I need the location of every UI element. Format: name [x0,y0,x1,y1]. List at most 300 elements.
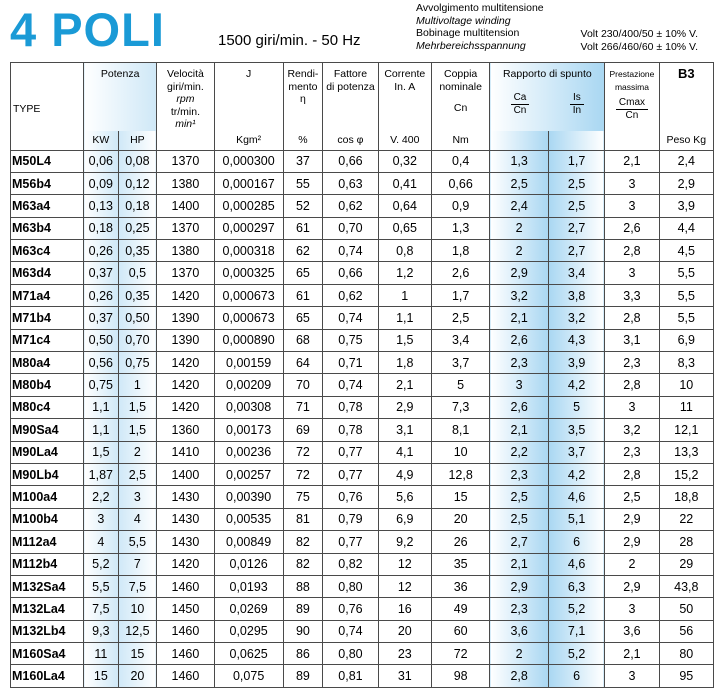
table-cell: 4,4 [659,217,713,239]
table-cell: 3 [84,508,118,530]
table-cell: 0,09 [84,172,118,194]
table-cell: 0,00308 [214,396,283,418]
table-cell: 2,1 [378,374,431,396]
table-cell: 2,9 [605,508,659,530]
eta-label: η [300,93,306,105]
table-cell: 2,3 [490,352,548,374]
table-cell: 0,00257 [214,463,283,485]
table-cell: 65 [283,262,323,284]
b3-label: B3 [677,66,695,81]
table-cell: 4,1 [378,441,431,463]
table-cell: 2,2 [490,441,548,463]
table-cell: 1460 [157,643,214,665]
table-cell: 90 [283,620,323,642]
table-cell: 0,12 [118,172,157,194]
table-cell: 5 [548,396,604,418]
table-cell: 3,1 [605,329,659,351]
prest-label: Prestazione [609,69,655,79]
table-cell: 2 [490,217,548,239]
table-cell: 31 [378,665,431,687]
table-cell: 0,0295 [214,620,283,642]
in-label: In [572,104,582,116]
table-cell: 5,5 [659,284,713,306]
table-cell: 2,4 [490,195,548,217]
table-cell: 4,5 [659,240,713,262]
table-row [11,195,714,217]
motor-type-cell: M63c4 [11,240,84,262]
table-cell: 20 [118,665,157,687]
table-cell: 7,3 [431,396,489,418]
table-cell: 1 [378,284,431,306]
table-cell: 8,1 [431,419,489,441]
table-cell: 3 [605,598,659,620]
table-cell: 2,6 [490,329,548,351]
table-cell: 1420 [157,374,214,396]
table-cell: 1,2 [378,262,431,284]
table-cell: 15,2 [659,463,713,485]
fattore-label-2: di potenza [326,80,375,93]
table-cell: 12 [378,575,431,597]
table-cell: 2,5 [548,172,604,194]
table-cell: 1,8 [378,352,431,374]
table-cell: 0,37 [84,262,118,284]
table-cell: 1460 [157,665,214,687]
corrente-label-2: In. A [394,80,416,93]
table-cell: 0,06 [84,150,118,172]
table-cell: 64 [283,352,323,374]
table-cell: 15 [84,665,118,687]
table-cell: 0,26 [84,284,118,306]
table-cell: 3,9 [548,352,604,374]
winding-de: Mehrbereichsspannung [416,39,526,52]
table-cell: 0,75 [323,329,378,351]
table-cell: 2,3 [490,463,548,485]
table-cell: 0,77 [323,531,378,553]
table-cell: 1420 [157,553,214,575]
table-cell: 6,9 [659,329,713,351]
table-cell: 0,35 [118,284,157,306]
table-cell: 95 [659,665,713,687]
table-cell: 1,7 [431,284,489,306]
prest-label-2: massima [614,81,649,92]
table-cell: 1,8 [431,240,489,262]
table-cell: 1,1 [378,307,431,329]
table-cell: 0,74 [323,620,378,642]
table-cell: 4,3 [548,329,604,351]
table-cell: 0,00159 [214,352,283,374]
table-cell: 0,25 [118,217,157,239]
table-cell: 82 [283,531,323,553]
table-row [11,150,714,172]
table-cell: 23 [378,643,431,665]
table-cell: 4,9 [378,463,431,485]
table-cell: 5,1 [548,508,604,530]
table-cell: 7,5 [118,575,157,597]
table-cell: 2,9 [490,575,548,597]
table-cell: 1,3 [490,150,548,172]
table-row [11,508,714,530]
table-cell: 2,8 [605,307,659,329]
table-cell: 16 [378,598,431,620]
table-cell: 1420 [157,396,214,418]
winding-fr: Bobinage multitension [416,27,520,39]
table-cell: 20 [431,508,489,530]
table-cell: 2,5 [548,195,604,217]
table-cell: 3,9 [659,195,713,217]
col-kgm2: Kgm² [214,131,283,151]
motor-type-cell: M63d4 [11,262,84,284]
table-row [11,598,714,620]
table-cell: 1450 [157,598,214,620]
table-cell: 3,6 [605,620,659,642]
table-cell: 2,5 [490,172,548,194]
table-cell: 1380 [157,240,214,262]
table-cell: 0,00849 [214,531,283,553]
ca-cn-fraction [511,92,530,117]
col-hp: HP [118,131,157,151]
table-cell: 6 [548,665,604,687]
cmax-cn-fraction [616,97,648,122]
rapporto-fractions [490,92,604,117]
table-cell: 0,00209 [214,374,283,396]
table-cell: 37 [283,150,323,172]
table-cell: 0,000673 [214,284,283,306]
motor-type-cell: M90Lb4 [11,463,84,485]
table-cell: 0,74 [323,374,378,396]
col-velocita [157,63,214,131]
table-row [11,620,714,642]
table-cell: 3 [605,172,659,194]
table-cell: 2,5 [118,463,157,485]
table-cell: 3,4 [548,262,604,284]
motor-type-cell: M56b4 [11,172,84,194]
table-row [11,486,714,508]
table-cell: 2,1 [605,150,659,172]
table-cell: 1360 [157,419,214,441]
motor-type-cell: M100b4 [11,508,84,530]
table-cell: 0,35 [118,240,157,262]
table-cell: 82 [283,553,323,575]
table-cell: 2,1 [490,553,548,575]
table-row [11,284,714,306]
col-kw: KW [84,131,118,151]
col-type: TYPE [11,63,84,151]
table-cell: 0,000318 [214,240,283,262]
table-cell: 0,13 [84,195,118,217]
table-cell: 3,5 [548,419,604,441]
table-cell: 0,56 [84,352,118,374]
table-cell: 86 [283,643,323,665]
min1-label: min¹ [175,118,196,130]
table-cell: 0,62 [323,284,378,306]
table-cell: 0,76 [323,486,378,508]
col-potenza: Potenza [84,63,157,131]
table-cell: 3,6 [490,620,548,642]
table-cell: 0,64 [378,195,431,217]
table-cell: 0,5 [118,262,157,284]
coppia-label-2: nominale [439,80,482,93]
table-cell: 89 [283,665,323,687]
table-cell: 2,1 [490,419,548,441]
table-cell: 15 [118,643,157,665]
table-cell: 2 [605,553,659,575]
table-cell: 0,000167 [214,172,283,194]
table-cell: 2,4 [659,150,713,172]
table-cell: 0,4 [431,150,489,172]
cn-label: Cn [453,102,468,114]
table-cell: 49 [431,598,489,620]
table-cell: 5,5 [659,307,713,329]
cmax-label: Cmax [616,97,648,110]
table-cell: 0,08 [118,150,157,172]
table-row [11,172,714,194]
table-cell: 7,5 [84,598,118,620]
table-cell: 3,8 [548,284,604,306]
table-cell: 11 [84,643,118,665]
table-cell: 3,4 [431,329,489,351]
table-cell: 3,2 [490,284,548,306]
table-cell: 4 [118,508,157,530]
table-cell: 0,18 [118,195,157,217]
table-cell: 13,3 [659,441,713,463]
col-fattore [323,63,378,131]
table-cell: 0,82 [323,553,378,575]
table-cell: 12,8 [431,463,489,485]
motor-type-cell: M132La4 [11,598,84,620]
ca-label: Ca [511,92,530,105]
table-cell: 52 [283,195,323,217]
table-row [11,262,714,284]
table-cell: 2,5 [490,508,548,530]
table-cell: 0,8 [378,240,431,262]
motor-type-cell: M112b4 [11,553,84,575]
table-cell: 2,3 [605,441,659,463]
trmin-label: tr/min. [170,105,201,118]
table-cell: 0,0269 [214,598,283,620]
voltage-50hz: Volt 230/400/50 ± 10% V. [580,28,698,40]
winding-en: Multivoltage winding [416,14,511,27]
table-cell: 2,2 [84,486,118,508]
col-cosphi: cos φ [323,131,378,151]
table-cell: 1430 [157,531,214,553]
table-cell: 2,9 [490,262,548,284]
table-cell: 2,8 [605,463,659,485]
motor-type-cell: M90La4 [11,441,84,463]
table-cell: 9,3 [84,620,118,642]
table-cell: 2,5 [605,486,659,508]
table-cell: 2,7 [548,217,604,239]
rend-label-2: mento [288,80,318,93]
motor-type-cell: M80b4 [11,374,84,396]
table-cell: 88 [283,575,323,597]
table-cell: 2,3 [490,598,548,620]
col-v400: V. 400 [378,131,431,151]
table-cell: 0,63 [323,172,378,194]
table-cell: 5 [431,374,489,396]
table-cell: 1420 [157,352,214,374]
col-coppia [431,63,489,131]
table-cell: 0,78 [323,396,378,418]
table-cell: 8,3 [659,352,713,374]
table-cell: 71 [283,396,323,418]
table-cell: 1,1 [84,396,118,418]
table-cell: 68 [283,329,323,351]
table-cell: 1,5 [118,396,157,418]
table-body [11,150,714,687]
table-cell: 0,66 [431,172,489,194]
table-cell: 2 [490,643,548,665]
table-cell: 0,50 [118,307,157,329]
table-cell: 3,7 [431,352,489,374]
table-cell: 0,9 [431,195,489,217]
table-row [11,643,714,665]
table-cell: 1,87 [84,463,118,485]
table-cell: 2,1 [490,307,548,329]
table-cell: 3,7 [548,441,604,463]
velocita-label: Velocità [167,68,204,80]
motor-type-cell: M80a4 [11,352,84,374]
table-cell: 10 [118,598,157,620]
table-cell: 1430 [157,508,214,530]
table-cell: 0,77 [323,441,378,463]
table-cell: 0,75 [84,374,118,396]
table-cell: 15 [431,486,489,508]
table-cell: 70 [283,374,323,396]
table-cell: 12,1 [659,419,713,441]
table-cell: 4,2 [548,463,604,485]
table-cell: 1390 [157,329,214,351]
cn3-label: Cn [625,110,639,121]
table-cell: 5,5 [118,531,157,553]
col-rapporto [490,63,605,131]
table-cell: 5,6 [378,486,431,508]
table-cell: 0,71 [323,352,378,374]
table-cell: 1,5 [84,441,118,463]
table-cell: 0,000300 [214,150,283,172]
table-cell: 89 [283,598,323,620]
table-cell: 0,66 [323,150,378,172]
table-cell: 1,3 [431,217,489,239]
table-cell: 0,81 [323,665,378,687]
table-cell: 11 [659,396,713,418]
table-cell: 9,2 [378,531,431,553]
table-cell: 5,2 [548,598,604,620]
table-cell: 1380 [157,172,214,194]
table-row [11,352,714,374]
col-peso: Peso Kg [659,131,713,151]
is-label: Is [570,92,584,105]
table-cell: 1,7 [548,150,604,172]
table-cell: 0,37 [84,307,118,329]
table-cell: 28 [659,531,713,553]
motor-type-cell: M112a4 [11,531,84,553]
table-cell: 2,5 [431,307,489,329]
motor-type-cell: M160Sa4 [11,643,84,665]
table-cell: 81 [283,508,323,530]
motor-type-cell: M90Sa4 [11,419,84,441]
table-cell: 1420 [157,284,214,306]
table-cell: 3 [605,195,659,217]
table-cell: 0,41 [378,172,431,194]
table-cell: 69 [283,419,323,441]
table-cell: 2,9 [378,396,431,418]
table-cell: 0,50 [84,329,118,351]
table-cell: 1410 [157,441,214,463]
table-cell: 0,26 [84,240,118,262]
table-cell: 72 [283,441,323,463]
table-row [11,441,714,463]
motor-type-cell: M160La4 [11,665,84,687]
table-cell: 0,66 [323,262,378,284]
table-cell: 0,000297 [214,217,283,239]
table-cell: 2,8 [605,374,659,396]
col-corrente [378,63,431,131]
table-cell: 2,6 [605,217,659,239]
table-cell: 1390 [157,307,214,329]
page-title: 4 POLI [10,3,165,56]
table-cell: 35 [431,553,489,575]
table-cell: 80 [659,643,713,665]
table-cell: 12,5 [118,620,157,642]
table-cell: 0,00236 [214,441,283,463]
table-cell: 0,62 [323,195,378,217]
table-row [11,307,714,329]
table-cell: 0,000325 [214,262,283,284]
table-cell: 3 [118,486,157,508]
winding-it: Avvolgimento multitensione [416,2,544,14]
table-cell: 0,74 [323,307,378,329]
table-cell: 3 [490,374,548,396]
table-cell: 4,6 [548,553,604,575]
table-cell: 61 [283,284,323,306]
table-cell: 3 [605,396,659,418]
table-row [11,553,714,575]
table-cell: 2 [118,441,157,463]
table-cell: 1460 [157,620,214,642]
table-row [11,531,714,553]
table-cell: 2,3 [605,352,659,374]
motor-type-cell: M100a4 [11,486,84,508]
table-cell: 1400 [157,463,214,485]
table-cell: 4 [84,531,118,553]
table-row [11,374,714,396]
table-cell: 1460 [157,575,214,597]
motor-type-cell: M132Sa4 [11,575,84,597]
table-cell: 29 [659,553,713,575]
table-cell: 4,6 [548,486,604,508]
table-row [11,463,714,485]
table-cell: 1400 [157,195,214,217]
table-cell: 98 [431,665,489,687]
speed-subtitle: 1500 giri/min. - 50 Hz [218,32,361,49]
table-cell: 3,1 [378,419,431,441]
table-cell: 0,76 [323,598,378,620]
col-rendimento [283,63,323,131]
motor-type-cell: M71a4 [11,284,84,306]
table-cell: 2,7 [548,240,604,262]
table-cell: 0,77 [323,463,378,485]
table-cell: 1 [118,374,157,396]
cn2-label: Cn [513,104,527,116]
table-cell: 3 [605,665,659,687]
table-cell: 3,2 [548,307,604,329]
table-cell: 1370 [157,150,214,172]
table-cell: 0,78 [323,419,378,441]
table-cell: 3,3 [605,284,659,306]
table-cell: 2,9 [659,172,713,194]
table-cell: 50 [659,598,713,620]
table-cell: 0,0625 [214,643,283,665]
